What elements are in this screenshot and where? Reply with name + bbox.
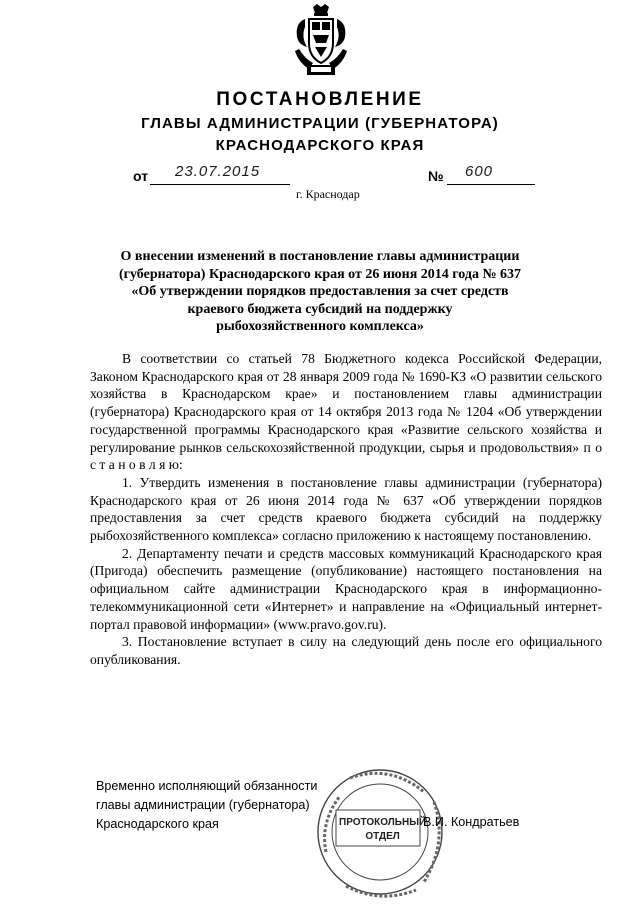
coat-of-arms-icon xyxy=(293,3,349,79)
stamp-text-line: ОТДЕЛ xyxy=(365,831,400,842)
document-type-heading: ПОСТАНОВЛЕНИЕ xyxy=(216,89,424,110)
city-label: г. Краснодар xyxy=(296,187,360,201)
signatory-name: В.И. Кондратьев xyxy=(423,815,520,829)
item-2-paragraph: 2. Департаменту печати и средств массовых коммуникаций Краснодарского края (Пригода) обеспечить размещение (опубликование) настоящего постановления на официальном сайте администрации Краснодарского края в информационно-телекоммуникационной сети «Интернет» и направление на «Официальный интернет-портал правовой информации» (www.pravo.gov.ru). xyxy=(90,545,602,632)
date-label: от xyxy=(133,168,149,184)
title-line: краевого бюджета субсидий на поддержку xyxy=(187,301,453,317)
title-line: (губернатора) Краснодарского края от 26 июня 2014 года № 637 xyxy=(118,266,522,282)
number-label: № xyxy=(428,168,444,184)
stamp-text-line: ПРОТОКОЛЬНЫЙ xyxy=(339,817,427,828)
item-3-paragraph: 3. Постановление вступает в силу на следующий день после его официального опубликования. xyxy=(90,634,602,667)
title-line: рыбохозяйственного комплекса» xyxy=(216,319,424,334)
handwritten-date: 23.07.2015 xyxy=(175,163,261,180)
item-1-paragraph: 1. Утвердить изменения в постановление главы администрации (губернатора) Краснодарского края от 26 июня 2014 года № 637 «Об утверждении порядков предоставления за счет средств краевого бюджета субсидий на поддержку рыбохозяйственного комплекса» согласно приложению к настоящему постановлению. xyxy=(90,474,602,544)
signatory-line: Временно исполняющий обязанности xyxy=(96,779,318,793)
resolution-body xyxy=(90,350,602,669)
title-line: «Об утверждении порядков предоставления за счет средств xyxy=(131,284,509,299)
preamble-paragraph: В соответствии со статьей 78 Бюджетного кодекса Российской Федерации, Законом Краснодарского края от 28 января 2009 года № 1690-КЗ «О развитии сельского хозяйства в Краснодарском крае» и постановлением главы администрации (губернатора) Краснодарского края от 14 октября 2013 года № 1204 «Об утверждении государственной программы Краснодарского края «Развитие сельского хозяйства и регулирование рынков сельскохозяйственной продукции, сырья и продовольствия» п о с т а н о в л я ю: xyxy=(90,351,602,473)
region-heading: КРАСНОДАРСКОГО КРАЯ xyxy=(215,137,425,154)
stamp-text xyxy=(339,816,426,844)
date-underline xyxy=(150,184,290,185)
handwritten-number: 600 xyxy=(465,163,494,180)
signatory-line: Краснодарского края xyxy=(96,817,219,831)
number-underline xyxy=(447,184,535,185)
signatory-title xyxy=(96,777,317,834)
title-line: О внесении изменений в постановление главы администрации xyxy=(120,249,520,264)
resolution-title xyxy=(100,248,540,336)
signatory-line: главы администрации (губернатора) xyxy=(96,798,310,812)
issuer-heading: ГЛАВЫ АДМИНИСТРАЦИИ (ГУБЕРНАТОРА) xyxy=(141,115,499,132)
